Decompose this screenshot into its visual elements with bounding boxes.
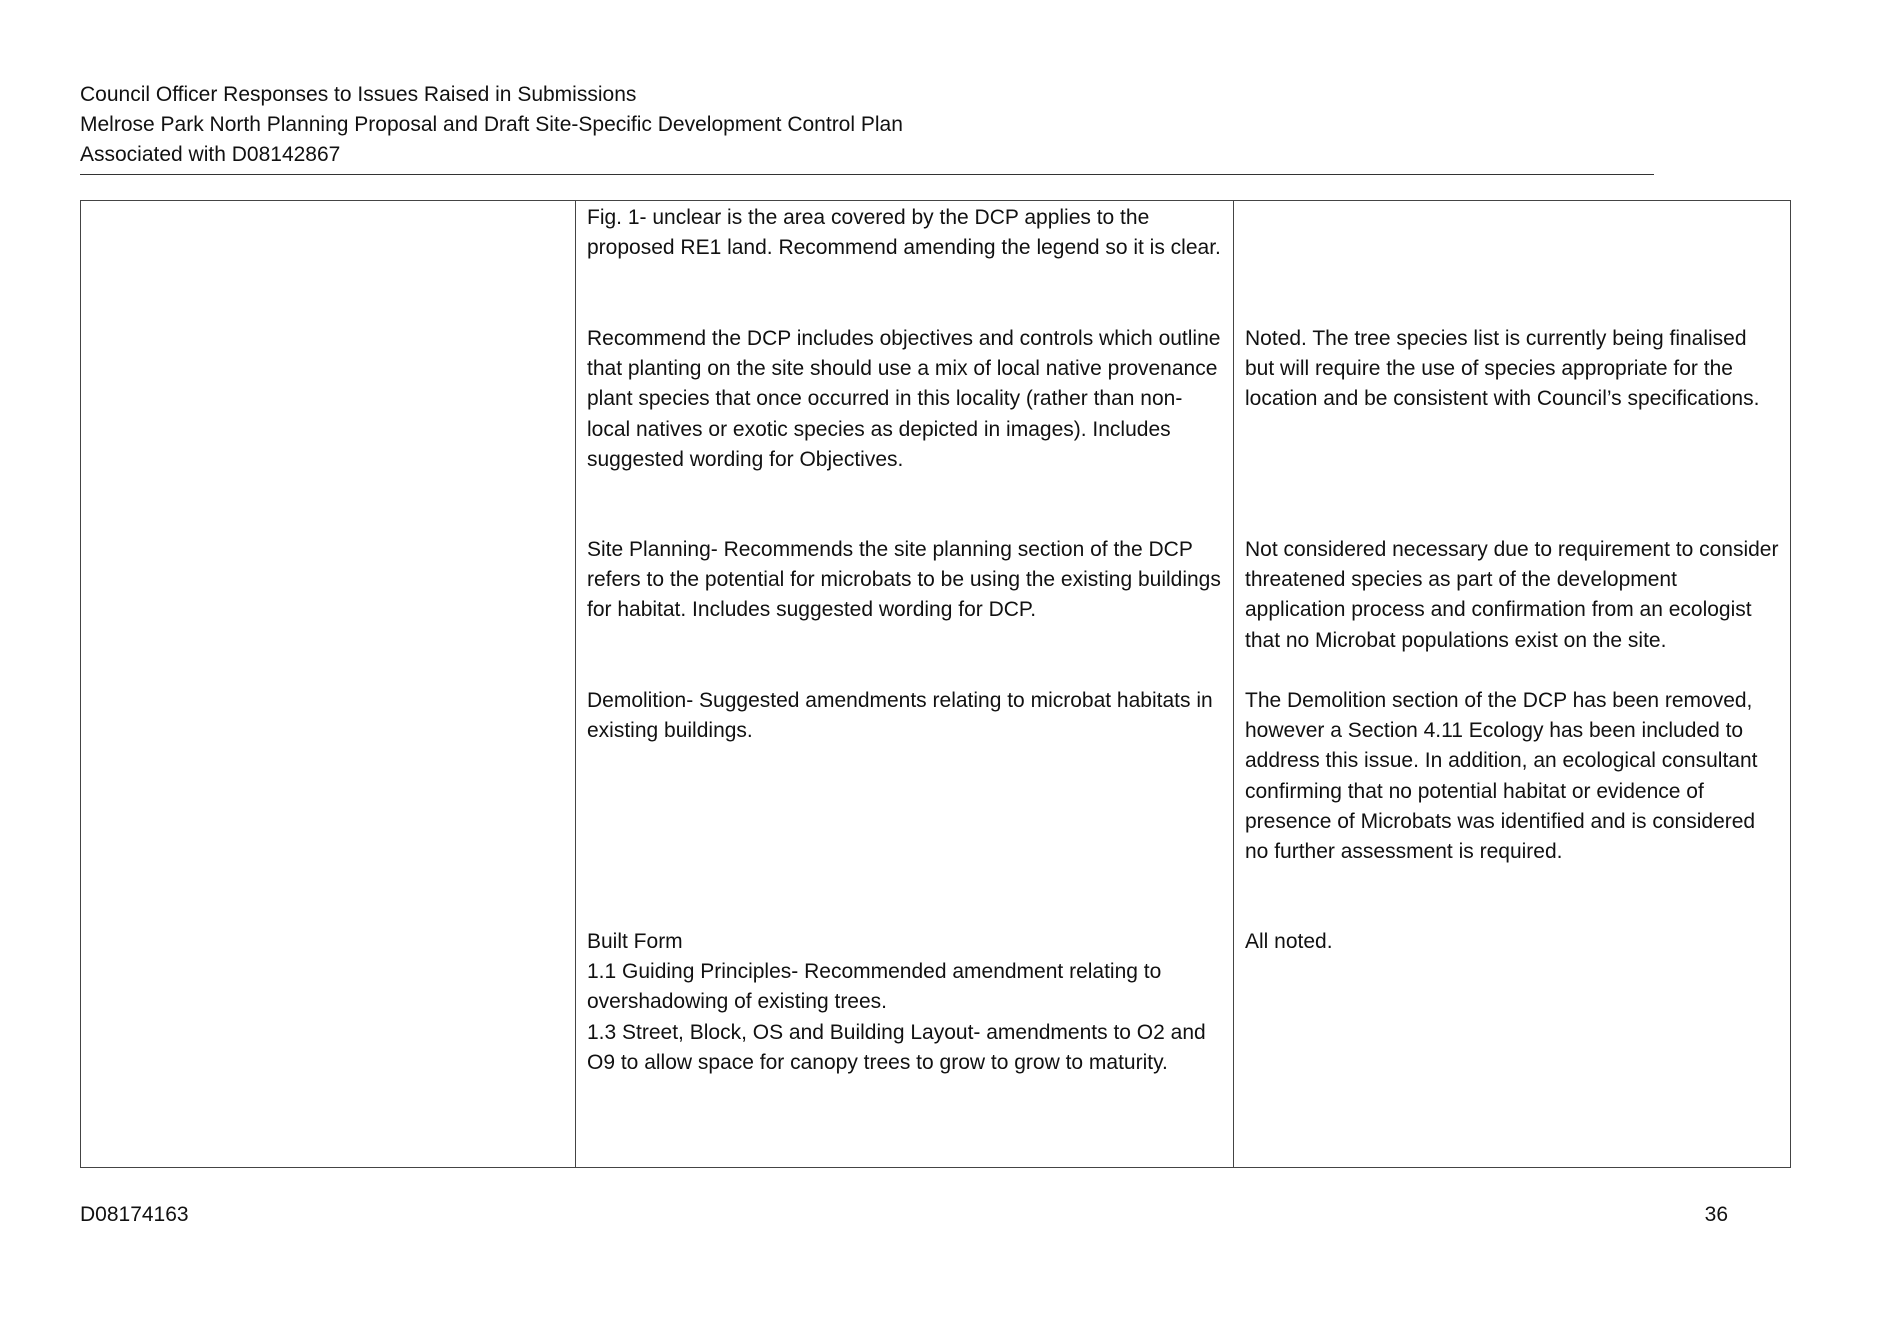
issue-fig1-legend: Fig. 1- unclear is the area covered by the DCP applies to the proposed RE1 land. Recommend amending the legend so it is clear. <box>587 206 1221 260</box>
issue-demolition: Demolition- Suggested amendments relating to microbat habitats in existing buildings. <box>587 689 1213 743</box>
header-title: Council Officer Responses to Issues Raised in Submissions <box>80 83 637 106</box>
header-subtitle: Melrose Park North Planning Proposal and Draft Site-Specific Development Control Plan <box>80 113 903 136</box>
submitter-column <box>81 201 576 1167</box>
page-number: 36 <box>1704 1203 1728 1226</box>
issue-guiding-principles: 1.1 Guiding Principles- Recommended amendment relating to overshadowing of existing trees. <box>587 960 1162 1014</box>
footer-doc-id: D08174163 <box>80 1203 189 1226</box>
page-header <box>80 80 1654 175</box>
responses-column <box>1234 201 1790 1167</box>
response-built-form: All noted. <box>1245 930 1333 953</box>
issue-planting-species: Recommend the DCP includes objectives and controls which outline that planting on the site should use a mix of local native provenance plant species that once occurred in this locality (rather than non-local natives or exotic species as depicted in images). Includes suggested wording for Objectives. <box>587 327 1221 471</box>
response-demolition: The Demolition section of the DCP has been removed, however a Section 4.11 Ecology has been included to address this issue. In addition, an ecological consultant confirming that no potential habitat or evidence of presence of Microbats was identified and is considered no further assessment is required. <box>1245 689 1758 864</box>
issue-street-block-layout: 1.3 Street, Block, OS and Building Layout- amendments to O2 and O9 to allow space for canopy trees to grow to grow to maturity. <box>587 1021 1206 1075</box>
response-site-planning: Not considered necessary due to requirement to consider threatened species as part of the development application process and confirmation from an ecologist that no Microbat populations exist on the site. <box>1245 538 1779 652</box>
response-tree-species: Noted. The tree species list is currently being finalised but will require the use of species appropriate for the location and be consistent with Council’s specifications. <box>1245 327 1760 411</box>
header-association: Associated with D08142867 <box>80 143 341 166</box>
issues-column <box>576 201 1234 1167</box>
issue-site-planning-microbats: Site Planning- Recommends the site planning section of the DCP refers to the potential for microbats to be using the existing buildings for habitat. Includes suggested wording for DCP. <box>587 538 1221 622</box>
responses-table <box>80 200 1791 1168</box>
issue-built-form-heading: Built Form <box>587 930 683 953</box>
